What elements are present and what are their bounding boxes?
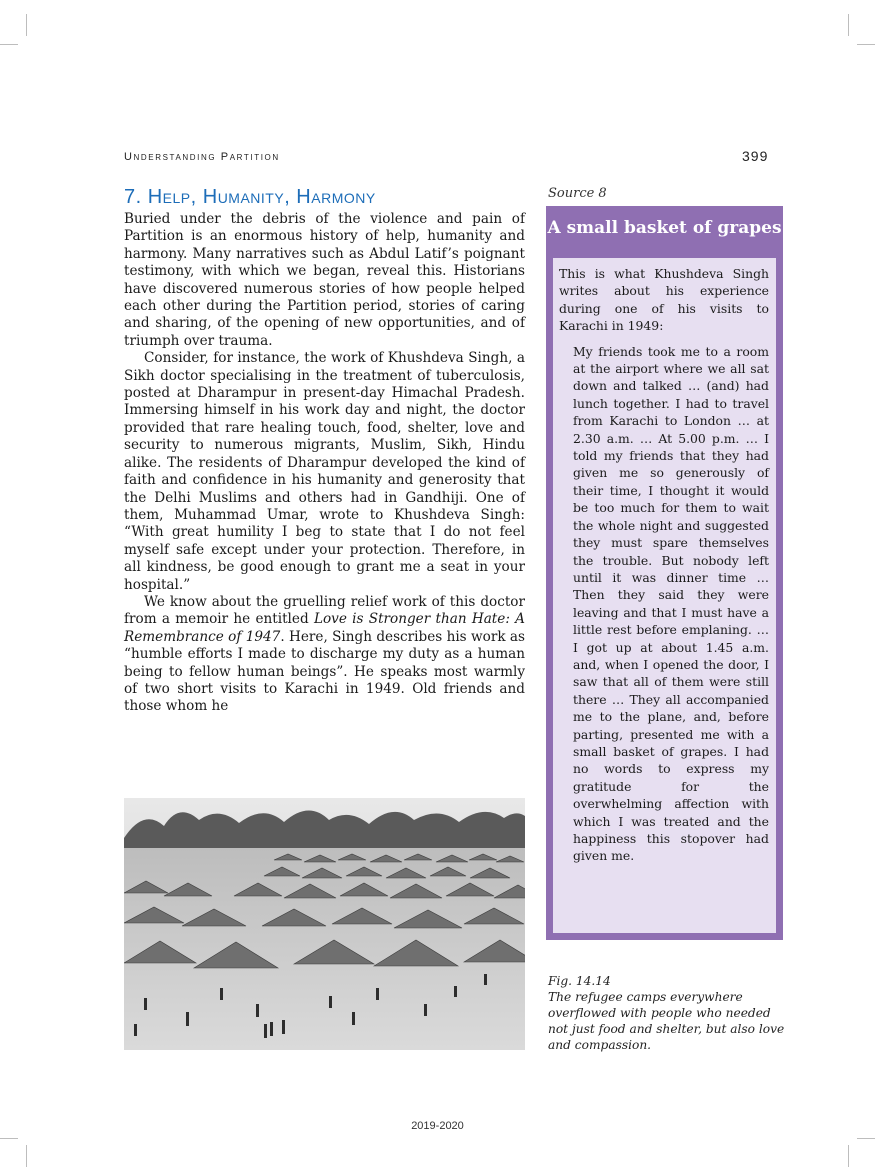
refugee-camp-photo	[124, 798, 525, 1050]
source-box	[546, 206, 783, 940]
crop-mark	[26, 1145, 27, 1167]
figure-number: Fig. 14.14	[548, 974, 611, 988]
paragraph: Consider, for instance, the work of Khushdeva Singh, a Sikh doctor specialising in the treatment of tuberculosis, posted at Dharampur in present-day Himachal Pradesh. Immersing himself in his work day and night, the doctor provided that rare healing touch, food, shelter, love and security to numerous migrants, Muslim, Sikh, Hindu alike. The residents of Dharampur developed the kind of faith and confidence in his humanity and generosity that the Delhi Muslims and others had in Gandhiji. One of them, Muhammad Umar, wrote to Khushdeva Singh: “With great humility I beg to state that I do not feel myself safe except under your protection. Therefore, in all kindness, be good enough to grant me a seat in your hospital.”	[124, 350, 525, 593]
source-label: Source 8	[548, 186, 607, 201]
book-title: Love is Stronger than Hate: A Remembrance of 1947	[124, 611, 525, 645]
crop-mark	[857, 44, 875, 45]
figure-caption	[548, 973, 788, 1053]
figure-caption-text: The refugee camps everywhere overflowed with people who needed not just food and shelter, but also love and compassion.	[548, 990, 785, 1052]
crop-mark	[0, 44, 18, 45]
source-intro: This is what Khushdeva Singh writes about his experience during one of his visits to Karachi in 1949:	[559, 266, 769, 334]
paragraph	[124, 594, 525, 716]
main-body	[124, 211, 525, 716]
paragraph: Buried under the debris of the violence and pain of Partition is an enormous history of help, humanity and harmony. Many narratives such as Abdul Latif’s poignant testimony, with which we began, reveal this. Historians have discovered numerous stories of how people helped each other during the Partition period, stories of caring and sharing, of the opening of new opportunities, and of triumph over trauma.	[124, 211, 525, 349]
source-quote: My friends took me to a room at the airport where we all sat down and talked … (and) had lunch together. I had to travel from Karachi to London … at 2.30 a.m. … At 5.00 p.m. … I told my friends that they had given me so generously of their time, I thought it would be too much for them to wait the whole night and suggested they must spare themselves the trouble. But nobody left until it was dinner time … Then they said they were leaving and that I must have a little rest before emplaning. … I got up at about 1.45 a.m. and, when I opened the door, I saw that all of them were still there … They all accompanied me to the plane, and, before parting, presented me with a small basket of grapes. I had no words to express my gratitude for the overwhelming affection with which I was treated and the happiness this stopover had given me.	[573, 343, 769, 864]
source-title: A small basket of grapes	[547, 218, 782, 238]
source-content	[553, 258, 776, 933]
page-number: 399	[742, 148, 769, 164]
section-title: 7. Help, Humanity, Harmony	[124, 186, 376, 208]
crop-mark	[848, 1145, 849, 1167]
crop-mark	[857, 1138, 875, 1139]
crop-mark	[848, 14, 849, 36]
crop-mark	[26, 14, 27, 36]
paragraph-text: We know about the gruelling relief work of this doctor from a memoir he entitled	[124, 593, 525, 628]
running-header: Understanding Partition	[124, 151, 280, 163]
paragraph-text: . Here, Singh describes his work as “humble efforts I made to discharge my duty as a human being to fellow human beings”. He speaks most warmly of two short visits to Karachi in 1949. Old friends and those whom he	[124, 628, 525, 715]
crop-mark	[0, 1138, 18, 1139]
footer-year: 2019-2020	[411, 1120, 464, 1132]
